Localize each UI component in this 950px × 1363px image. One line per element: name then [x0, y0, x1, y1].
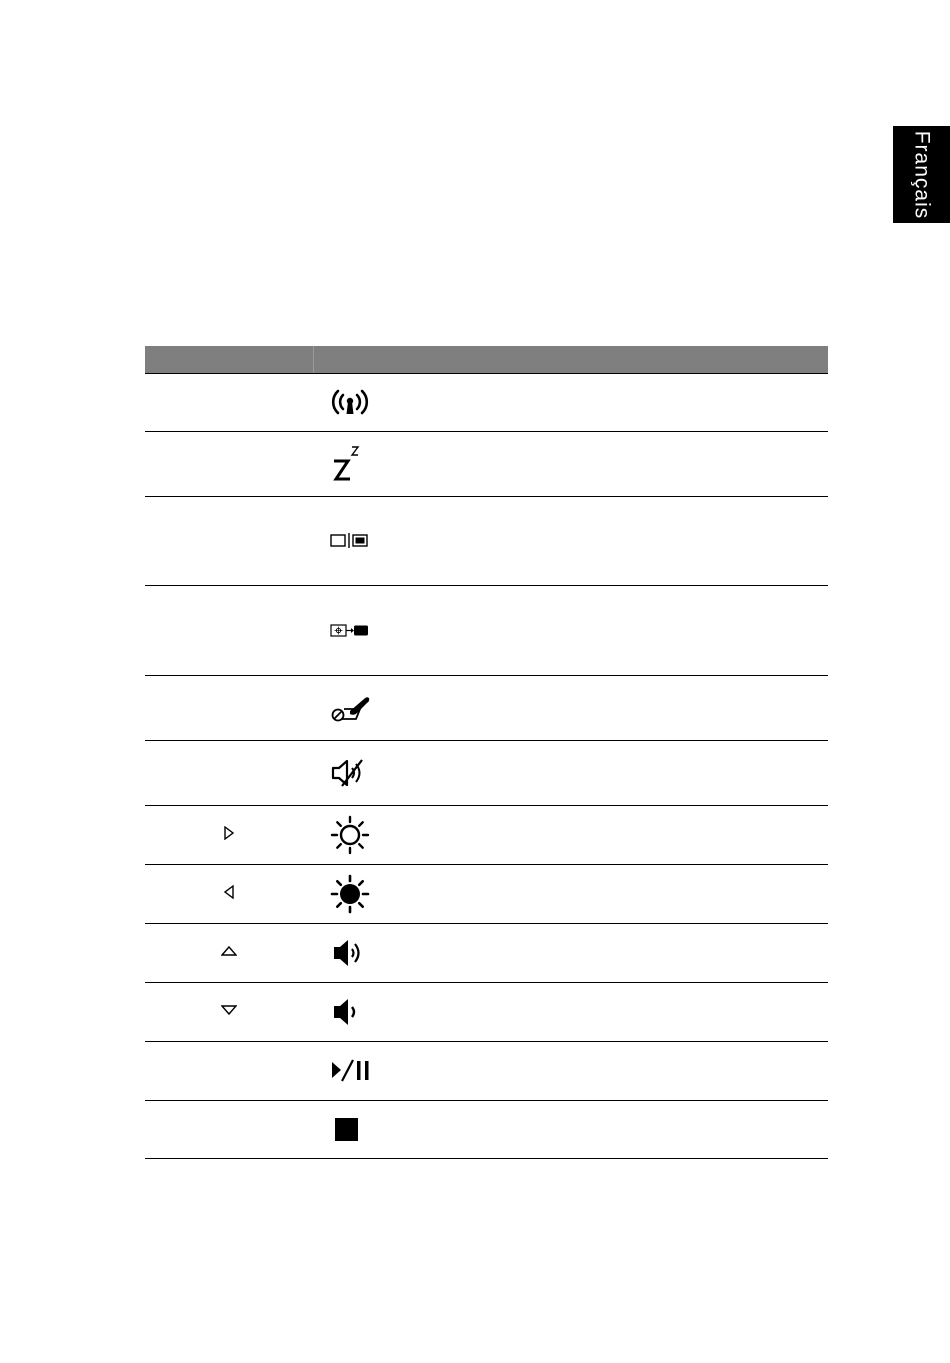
key-cell: [145, 432, 314, 497]
left-arrow-icon: [223, 885, 235, 899]
brightness-up-icon: [330, 815, 370, 855]
table-row: [145, 676, 828, 741]
key-cell: [145, 586, 314, 676]
language-tab-label: Français: [910, 130, 934, 219]
table-row: [145, 1042, 828, 1101]
table-row: [145, 983, 828, 1042]
table-row: [145, 924, 828, 983]
table-header-icon: [314, 346, 829, 374]
key-cell: [145, 1101, 314, 1159]
touchpad-toggle-icon: [330, 693, 372, 723]
key-cell: [145, 865, 314, 924]
table-row: [145, 741, 828, 806]
display-toggle-icon: [330, 533, 370, 549]
icon-cell: [314, 1042, 829, 1101]
key-cell: [145, 497, 314, 586]
volume-down-icon: [330, 996, 370, 1028]
key-cell: [145, 1042, 314, 1101]
icon-cell: [314, 983, 829, 1042]
table-row: [145, 865, 828, 924]
key-cell: [145, 741, 314, 806]
brightness-down-icon: [330, 874, 370, 914]
stop-icon: [330, 1117, 370, 1143]
table-row: [145, 1101, 828, 1159]
icon-cell: [314, 676, 829, 741]
key-cell: [145, 924, 314, 983]
icon-cell: [314, 865, 829, 924]
volume-up-icon: [330, 937, 370, 969]
table-row: [145, 586, 828, 676]
table-header-key: [145, 346, 314, 374]
right-arrow-icon: [223, 826, 235, 840]
speaker-mute-icon: [330, 757, 370, 789]
key-cell: [145, 676, 314, 741]
icon-cell: [314, 497, 829, 586]
screen-blank-icon: [330, 623, 370, 639]
wireless-communication-icon: [330, 388, 370, 418]
table-row: [145, 432, 828, 497]
key-cell: [145, 983, 314, 1042]
table-row: [145, 497, 828, 586]
up-arrow-icon: [221, 945, 237, 957]
hotkey-table: [145, 346, 828, 1159]
icon-cell: [314, 374, 829, 432]
icon-cell: [314, 806, 829, 865]
icon-cell: [314, 1101, 829, 1159]
icon-cell: [314, 586, 829, 676]
sleep-icon: [330, 444, 370, 484]
language-tab: [893, 126, 950, 223]
table-row: [145, 806, 828, 865]
icon-cell: [314, 741, 829, 806]
icon-cell: [314, 432, 829, 497]
play-pause-icon: [330, 1058, 374, 1084]
key-cell: [145, 374, 314, 432]
table-header-row: [145, 346, 828, 374]
table-row: [145, 374, 828, 432]
key-cell: [145, 806, 314, 865]
icon-cell: [314, 924, 829, 983]
down-arrow-icon: [221, 1004, 237, 1016]
